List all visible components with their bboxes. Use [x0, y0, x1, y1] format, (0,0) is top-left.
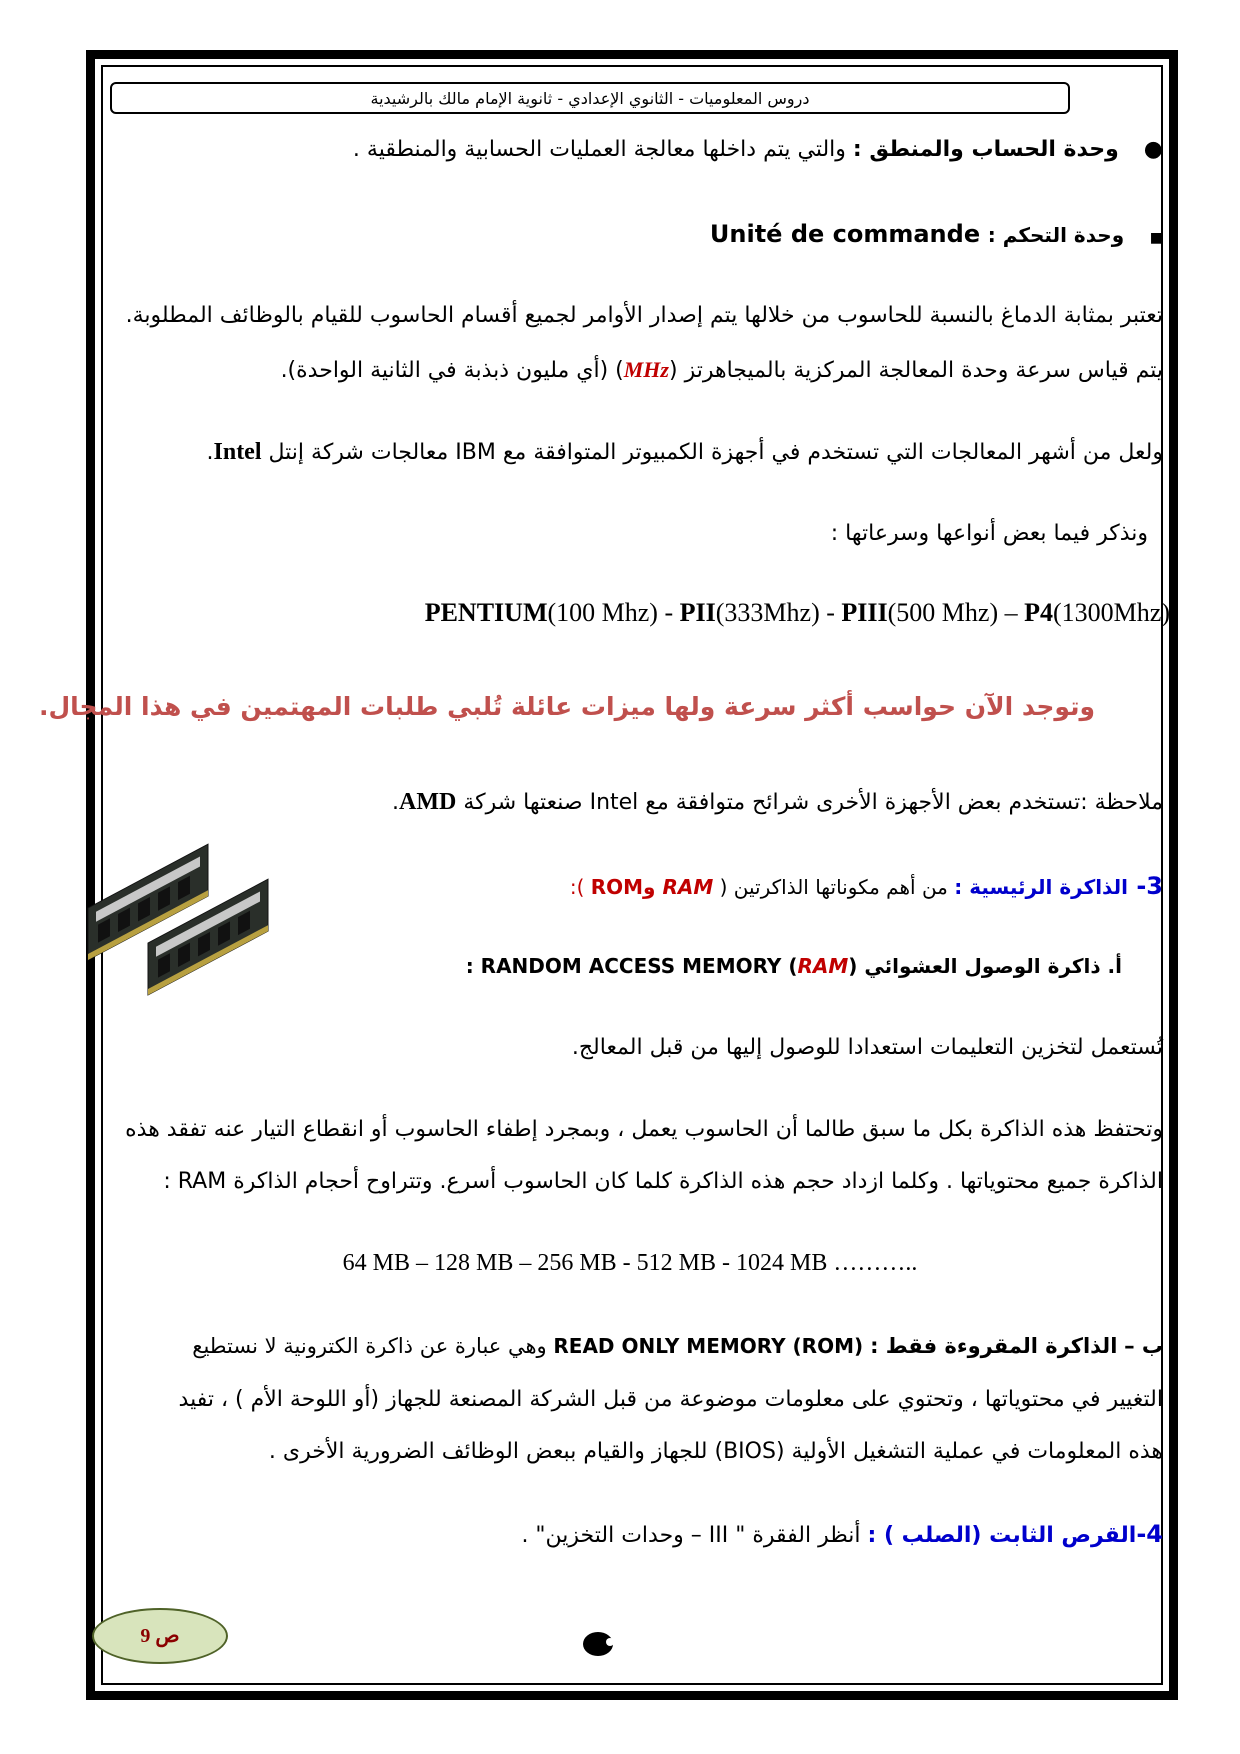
page-number: ص 9	[140, 1625, 180, 1647]
bullet-square: ■	[1149, 230, 1163, 246]
intel-brand: Intel	[213, 439, 262, 465]
control-fr: Unité de commande	[709, 220, 981, 248]
proc-name: PIII	[841, 598, 888, 627]
note-amd	[392, 786, 1163, 819]
memory-rest: من أهم مكوناتها الذاكرتين (	[719, 875, 948, 899]
ram-title-a: أ. ذاكرة الوصول العشوائي (	[848, 954, 1122, 978]
proc-name: PII	[679, 598, 716, 627]
ram-desc: تُستعمل لتخزين التعليمات استعدادا للوصول إليها من قبل المعالج.	[571, 1035, 1163, 1060]
proc-speed: (1300Mhz)	[1053, 598, 1170, 627]
ram-volatile-l2: الذاكرة جميع محتوياتها . وكلما ازداد حجم هذه الذاكرة كلما كان الحاسوب أسرع. وتتراوح أحجام الذاكرة RAM :	[163, 1169, 1163, 1194]
intel-period: .	[206, 440, 214, 465]
page-header	[110, 82, 1070, 114]
proc-name: P4	[1024, 598, 1054, 627]
memory-ram: RAM	[662, 875, 714, 899]
ram-volatile-l1: وتحتفظ هذه الذاكرة بكل ما سبق طالما أن الحاسوب يعمل ، وبمجرد إطفاء الحاسوب أو انقطاع التيار عنه تفقد هذه	[125, 1117, 1163, 1142]
memory-close: ):	[569, 875, 591, 899]
page-number-badge	[92, 1608, 228, 1664]
proc-speed: (333Mhz) -	[715, 598, 842, 627]
paragraph-brain: تعتبر بمثابة الدماغ بالنسبة للحاسوب من خلالها يتم إصدار الأوامر لجميع أقسام الحاسوب للقيام بالوظائف المطلوبة.	[125, 303, 1163, 328]
rom-en: READ ONLY MEMORY (ROM)	[553, 1334, 871, 1358]
paragraph-intel	[207, 436, 1164, 469]
mhz-text-a: يتم قياس سرعة وحدة المعالجة المركزية بالميجاهرتز (	[669, 358, 1163, 383]
memory-and: و	[643, 875, 663, 899]
ram-sizes: 64 MB – 128 MB – 256 MB - 512 MB - 1024 MB ………..	[342, 1250, 918, 1276]
header-text: دروس المعلوميات - الثانوي الإعدادي - ثانوية الإمام مالك بالرشيدية	[370, 89, 810, 108]
rom-term: الذاكرة المقروءة فقط :	[870, 1334, 1118, 1358]
memory-title: الذاكرة الرئيسية :	[954, 875, 1128, 899]
control-bullet	[710, 218, 1163, 254]
ram-title	[466, 950, 1122, 982]
ornament-icon	[580, 1628, 620, 1660]
memory-rom: ROM	[590, 875, 644, 899]
processor-list	[300, 598, 1170, 628]
alu-desc: والتي يتم داخلها معالجة العمليات الحسابية والمنطقية .	[352, 137, 846, 162]
note-text: ملاحظة :تستخدم بعض الأجهزة الأخرى شرائح متوافقة مع Intel صنعتها شركة	[456, 790, 1163, 815]
ram-modules-image	[78, 838, 288, 1018]
rom-line-1	[192, 1330, 1163, 1362]
paragraph-mhz	[281, 354, 1163, 387]
disk-line	[521, 1518, 1163, 1552]
ram-title-b: ) RANDOM ACCESS MEMORY :	[465, 954, 798, 978]
alu-bullet	[353, 134, 1163, 166]
mhz-text-b: ) (أي مليون ذبذبة في الثانية الواحدة).	[280, 358, 624, 383]
memory-num: 3-	[1127, 872, 1163, 900]
disk-num: 4-	[1136, 1520, 1163, 1548]
rom-line-3: هذه المعلومات في عملية التشغيل الأولية (BIOS) للجهاز والقيام ببعض الوظائف الضرورية الأخرى .	[268, 1439, 1163, 1464]
paragraph-types: ونذكر فيما بعض أنواعها وسرعاتها :	[830, 521, 1148, 546]
highlight-text: وتوجد الآن حواسب أكثر سرعة ولها ميزات عائلة تُلبي طلبات المهتمين في هذا المجال.	[38, 692, 1095, 721]
disk-term: القرص الثابت (الصلب ) :	[867, 1523, 1137, 1548]
control-term: وحدة التحكم :	[987, 223, 1125, 247]
bullet-dot: ●	[1143, 137, 1163, 162]
note-period: .	[392, 790, 400, 815]
rom-letter: ب –	[1124, 1334, 1163, 1358]
rom-text: وهي عبارة عن ذاكرة الكترونية لا نستطيع	[192, 1334, 554, 1358]
mhz-unit: MHz	[623, 357, 669, 382]
proc-name: PENTIUM	[424, 598, 548, 627]
rom-line-2: التغيير في محتوياتها ، وتحتوي على معلومات موضوعة من قبل الشركة المصنعة للجهاز (أو اللوحة الأم ) ، تفيد	[178, 1387, 1163, 1412]
note-amd-brand: AMD	[399, 789, 457, 815]
alu-term: وحدة الحساب والمنطق :	[852, 137, 1119, 162]
ram-title-ram: RAM	[797, 954, 849, 978]
disk-rest: أنظر الفقرة " III – وحدات التخزين" .	[521, 1523, 868, 1548]
proc-speed: (500 Mhz) –	[887, 598, 1025, 627]
memory-heading	[570, 870, 1163, 903]
intel-text: ولعل من أشهر المعالجات التي تستخدم في أجهزة الكمبيوتر المتوافقة مع IBM معالجات شركة إنتل	[261, 440, 1163, 465]
proc-speed: (100 Mhz) -	[547, 598, 680, 627]
